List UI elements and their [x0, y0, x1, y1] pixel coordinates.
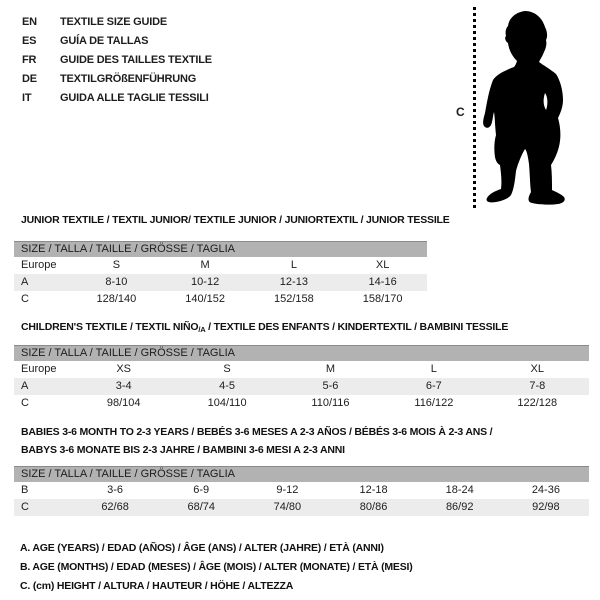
table-row — [14, 378, 589, 395]
table-cell: XS — [116, 363, 132, 375]
table-cell: S — [112, 259, 121, 271]
table-cell: 92/98 — [503, 499, 589, 516]
table-row — [14, 499, 589, 516]
row-label: C — [14, 499, 72, 516]
language-code: FR — [22, 53, 37, 66]
children-size-table — [14, 345, 589, 412]
table-cell: 152/158 — [273, 293, 314, 305]
table-row — [14, 291, 427, 308]
table-row — [14, 361, 589, 378]
table-cell: 10-12 — [161, 274, 250, 291]
table-cell: 14-16 — [338, 274, 427, 291]
footnote-b: B. AGE (MONTHS) / EDAD (MESES) / ÂGE (MOIS) / ALTER (MONATE) / ETÀ (MESI) — [20, 561, 413, 573]
table-cell: S — [223, 363, 231, 375]
row-label: C — [21, 293, 29, 305]
table-cell: 62/68 — [72, 499, 158, 516]
row-label: Europe — [21, 363, 57, 375]
size-header-row — [14, 346, 589, 361]
row-label: B — [21, 484, 29, 496]
table-cell: 122/128 — [517, 397, 558, 409]
table-cell: L — [290, 259, 297, 271]
children-section-title — [21, 321, 508, 334]
table-cell: 12-18 — [359, 484, 388, 496]
size-header-row — [14, 242, 427, 257]
table-cell: 24-36 — [531, 484, 560, 496]
table-cell: 98/104 — [106, 397, 141, 409]
language-row — [22, 69, 212, 88]
language-row — [22, 31, 212, 50]
table-cell: 80/86 — [330, 499, 416, 516]
footnote-a: A. AGE (YEARS) / EDAD (AÑOS) / ÂGE (ANS) / ALTER (JAHRE) / ETÀ (ANNI) — [20, 542, 384, 554]
language-code: ES — [22, 34, 37, 47]
size-header-label: SIZE / TALLA / TAILLE / GRÖSSE / TAGLIA — [14, 467, 589, 482]
language-title: TEXTILGRÖßENFÜHRUNG — [60, 72, 197, 85]
language-title: GUIDA ALLE TAGLIE TESSILI — [60, 91, 209, 104]
language-code: DE — [22, 72, 37, 85]
table-cell: XL — [375, 259, 390, 271]
table-cell: 74/80 — [244, 499, 330, 516]
table-cell: 158/170 — [362, 293, 403, 305]
table-cell: L — [430, 363, 437, 375]
language-title-list — [22, 12, 212, 107]
size-header-row — [14, 467, 589, 482]
table-cell: 116/122 — [414, 397, 454, 409]
height-measure-label: C — [456, 105, 465, 119]
junior-section-title: JUNIOR TEXTILE / TEXTIL JUNIOR/ TEXTILE JUNIOR / JUNIORTEXTIL / JUNIOR TESSILE — [21, 214, 450, 226]
table-cell: 128/140 — [96, 293, 137, 305]
toddler-silhouette-icon — [482, 8, 568, 208]
table-cell: 140/152 — [185, 293, 225, 305]
table-cell: 12-13 — [250, 274, 339, 291]
babies-section-title — [21, 423, 492, 459]
table-cell: XL — [530, 363, 545, 375]
junior-size-table — [14, 241, 427, 308]
children-title-subscript: /A — [198, 325, 206, 334]
row-label: C — [21, 397, 29, 409]
table-cell: 110/116 — [311, 397, 350, 409]
table-cell: 104/110 — [207, 397, 247, 409]
language-title: GUIDE DES TAILLES TEXTILE — [60, 53, 212, 66]
row-label: A — [14, 274, 72, 291]
language-code: EN — [22, 15, 37, 28]
language-row — [22, 50, 212, 69]
children-title-rest: / TEXTILE DES ENFANTS / KINDERTEXTIL / BAMBINI TESSILE — [205, 321, 509, 333]
height-measure-figure — [452, 5, 600, 213]
babies-title-line1: BABIES 3-6 MONTH TO 2-3 YEARS / BEBÉS 3-6 MESES A 2-3 AÑOS / BÉBÉS 3-6 MOIS À 2-3 ANS / — [21, 426, 493, 438]
table-cell: 4-5 — [175, 378, 278, 395]
language-title: GUÍA DE TALLAS — [60, 34, 149, 47]
table-cell: M — [325, 363, 336, 375]
table-cell: 6-7 — [382, 378, 485, 395]
height-measure-dotted-line — [473, 7, 476, 210]
row-label: Europe — [21, 259, 57, 271]
table-cell: 3-4 — [72, 378, 175, 395]
table-cell: 86/92 — [417, 499, 503, 516]
babies-title-line2: BABYS 3-6 MONATE BIS 2-3 JAHRE / BAMBINI 3-6 MESI A 2-3 ANNI — [21, 444, 345, 456]
size-header-label: SIZE / TALLA / TAILLE / GRÖSSE / TAGLIA — [14, 242, 427, 257]
language-row — [22, 12, 212, 31]
table-cell: 3-6 — [107, 484, 124, 496]
table-row — [14, 482, 589, 499]
table-cell: 18-24 — [445, 484, 474, 496]
babies-size-table — [14, 466, 589, 516]
table-cell: 8-10 — [72, 274, 161, 291]
table-cell: 9-12 — [276, 484, 299, 496]
table-cell: 5-6 — [279, 378, 382, 395]
language-row — [22, 88, 212, 107]
children-title-main: CHILDREN'S TEXTILE / TEXTIL NIÑO — [21, 321, 199, 333]
table-cell: 7-8 — [486, 378, 589, 395]
size-header-label: SIZE / TALLA / TAILLE / GRÖSSE / TAGLIA — [14, 346, 589, 361]
table-cell: M — [200, 259, 210, 271]
table-cell: 68/74 — [158, 499, 244, 516]
table-cell: 6-9 — [193, 484, 210, 496]
footnotes — [20, 539, 413, 596]
language-title: TEXTILE SIZE GUIDE — [60, 15, 168, 28]
language-code: IT — [22, 91, 32, 104]
table-row — [14, 274, 427, 291]
row-label: A — [14, 378, 72, 395]
table-row — [14, 395, 589, 412]
table-row — [14, 257, 427, 274]
footnote-c: C. (cm) HEIGHT / ALTURA / HAUTEUR / HÖHE / ALTEZZA — [20, 580, 294, 592]
